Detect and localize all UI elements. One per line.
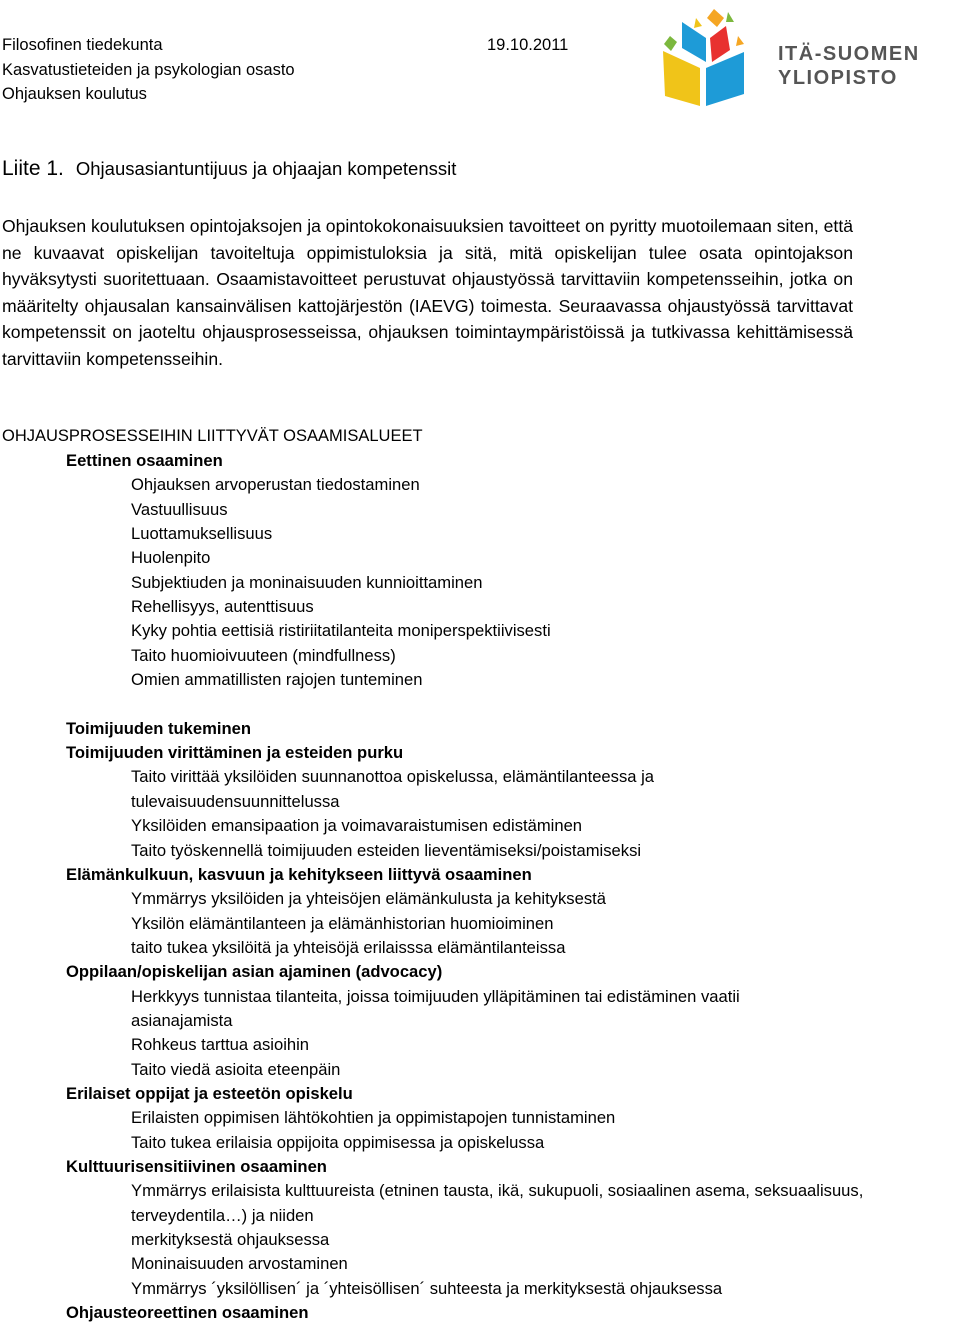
category-heading: Toimijuuden virittäminen ja esteiden purku [66,743,404,763]
list-item: Taito viedä asioita eteenpäin [131,1059,341,1079]
list-item: Ymmärrys erilaisista kulttuureista (etninen tausta, ikä, sukupuoli, sosiaalinen asema, seksuaalisuus, [131,1181,864,1201]
intro-paragraph: Ohjauksen koulutuksen opintojaksojen ja opintokokonaisuuksien tavoitteet on pyritty muotoilemaan siten, että ne kuvaavat opiskelijan tavoiteltuja oppimistuloksia ja sitä, mitä opiskelijan tulee osata opintojakson hyväksytysti suoritettuaan. Osaamistavoitteet perustuvat ohjaustyössä tarvittaviin kompetensseihin, jotka on määritelty ohjausalan kansainvälisen kattojärjestön (IAEVG) toimesta. Seuraavassa ohjaustyössä tarvittavat kompetenssit on jaoteltu ohjausprosesseissa, ohjauksen toimintaympäristöissä ja tutkivassa kehittämisessä tarvittaviin kompetensseihin. [2,216,853,369]
spacer [0,692,958,716]
list-item: Huolenpito [131,548,211,568]
list-item: terveydentila…) ja niiden [131,1205,314,1225]
appendix-title [2,157,456,181]
list-item: Herkkyys tunnistaa tilanteita, joissa toimijuuden ylläpitäminen tai edistäminen vaatii [131,986,740,1006]
category-heading: Oppilaan/opiskelijan asian ajaminen (advocacy) [66,962,443,982]
list-item: Ymmärrys yksilöiden ja yhteisöjen elämänkulusta ja kehityksestä [131,889,606,909]
document-header [2,33,295,107]
document-date: 19.10.2011 [487,36,569,54]
category-heading: Kulttuurisensitiivinen osaaminen [66,1156,327,1176]
list-item: Taito huomioivuuteen (mindfullness) [131,645,396,665]
list-item: Rohkeus tarttua asioihin [131,1035,310,1055]
list-item: merkityksestä ohjauksessa [131,1230,330,1249]
list-item: taito tukea yksilöitä ja yhteisöjä erilaisssa elämäntilanteissa [131,937,566,957]
list-item: tulevaisuudensuunnittelussa [131,791,340,811]
category-heading: Erilaiset oppijat ja esteetön opiskelu [66,1083,353,1103]
list-item: Yksilön elämäntilanteen ja elämänhistorian huomioiminen [131,913,554,933]
category-heading: Ohjausteoreettinen osaaminen [66,1303,309,1323]
list-item: Vastuullisuus [131,499,228,519]
list-item: Taito työskennellä toimijuuden esteiden lieventämiseksi/poistamiseksi [131,840,642,860]
logo-text-line1: ITÄ-SUOMEN [778,43,920,65]
list-item: Luottamuksellisuus [131,524,273,544]
list-item: Ohjauksen arvoperustan tiedostaminen [131,475,420,495]
list-item: Kyky pohtia eettisiä ristiriitatilanteita moniperspektiivisesti [131,621,551,641]
list-item: Rehellisyys, autenttisuus [131,597,314,617]
list-item: Moninaisuuden arvostaminen [131,1254,348,1274]
logo-text-line2: YLIOPISTO [778,67,898,89]
list-item: Taito tukea erilaisia oppijoita oppimisessa ja opiskelussa [131,1132,545,1152]
university-logo [660,4,930,110]
appendix-heading: Ohjausasiantuntijuus ja ohjaajan kompetenssit [75,158,457,179]
competence-list [0,449,958,1325]
category-heading: Elämänkulkuun, kasvuun ja kehitykseen liittyvä osaaminen [66,864,532,884]
faculty-name: Filosofinen tiedekunta [2,36,163,54]
section-heading: OHJAUSPROSESSEIHIN LIITTYVÄT OSAAMISALUEET [2,427,423,445]
list-item: Subjektiuden ja moninaisuuden kunnioittaminen [131,572,483,592]
department-name: Kasvatustieteiden ja psykologian osasto [2,60,295,79]
category-heading: Toimijuuden tukeminen [66,718,251,738]
list-item: asianajamista [131,1010,233,1030]
category-heading: Eettinen osaaminen [66,451,223,470]
list-item: Erilaisten oppimisen lähtökohtien ja oppimistapojen tunnistaminen [131,1108,616,1128]
list-item: Taito virittää yksilöiden suunnanottoa opiskelussa, elämäntilanteessa ja [131,767,655,787]
appendix-label: Liite 1. [2,157,64,180]
list-item: Yksilöiden emansipaation ja voimavaraistumisen edistäminen [131,816,583,836]
program-name: Ohjauksen koulutus [2,85,147,103]
list-item: Omien ammatillisten rajojen tunteminen [131,670,423,690]
list-item: Ymmärrys ´yksilöllisen´ ja ´yhteisöllisen´ suhteesta ja merkityksestä ohjauksessa [131,1278,723,1298]
